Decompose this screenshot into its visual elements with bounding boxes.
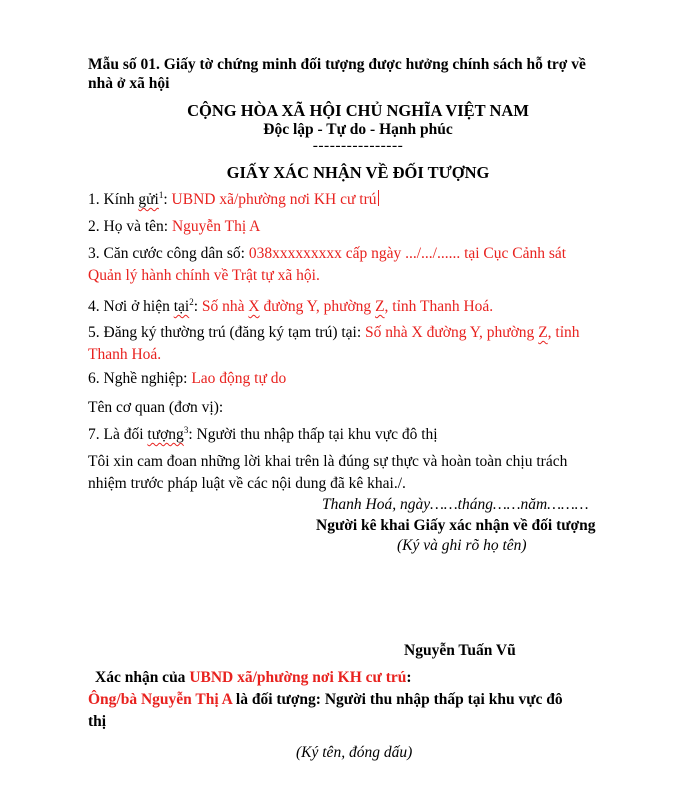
national-motto: Độc lập - Tự do - Hạnh phúc — [263, 121, 453, 138]
stamp-note: (Ký tên, đóng dấu) — [296, 744, 413, 761]
occupation-value[interactable]: Lao động tự do — [191, 370, 287, 387]
commitment-paragraph: Tôi xin cam đoan những lời khai trên là đúng sự thực và hoàn toàn chịu trách nhiệm trước pháp luật về các nội dung đã kê khai./. — [88, 453, 568, 492]
national-title: CỘNG HÒA XÃ HỘI CHỦ NGHĨA VIỆT NAM — [187, 101, 529, 120]
field-id-card: 3. Căn cước công dân số: 038xxxxxxxxx cấp ngày .../.../...... tại Cục Cảnh sát Quản lý hành chính về Trật tự xã hội. — [88, 245, 567, 284]
signer-name: Nguyễn Tuấn Vũ — [404, 642, 516, 659]
full-name-value[interactable]: Nguyễn Thị A — [171, 218, 261, 235]
field-occupation: 6. Nghề nghiệp: Lao động tự do — [88, 370, 287, 387]
confirmation-authority[interactable]: UBND xã/phường nơi KH cư trú — [189, 669, 407, 686]
signature-place-date: Thanh Hoá, ngày……tháng……năm……… — [322, 496, 589, 513]
id-card-value[interactable]: 038xxxxxxxxx cấp ngày .../.../...... tại Cục Cảnh sát — [248, 245, 567, 262]
field-recipient: 1. Kính gửi$^1$: UBND xã/phường nơi KH cư trú — [88, 189, 377, 208]
document-title: GIẤY XÁC NHẬN VỀ ĐỐI TƯỢNG — [226, 163, 490, 182]
field-full-name: 2. Họ và tên: Nguyễn Thị A — [88, 218, 261, 235]
beneficiary-type-value[interactable]: Người thu nhập thấp tại khu vực đô thị — [196, 426, 438, 443]
id-card-issuer[interactable]: Quản lý hành chính về Trật tự xã hội. — [88, 267, 320, 284]
field-current-address: 4. Nơi ở hiện tại$^2$: Số nhà X đường Y, phường Z, tỉnh Thanh Hoá. — [88, 296, 494, 315]
signature-note: (Ký và ghi rõ họ tên) — [397, 537, 527, 554]
confirmation-statement: Ông/bà Nguyễn Thị A là đối tượng: Người thu nhập thấp tại khu vực đô thị — [88, 691, 563, 730]
field-agency: Tên cơ quan (đơn vị): — [88, 399, 224, 416]
registered-address-province[interactable]: Thanh Hoá. — [88, 346, 162, 363]
confirmation-person[interactable]: Ông/bà Nguyễn Thị A — [88, 691, 233, 708]
recipient-value[interactable]: UBND xã/phường nơi KH cư trú — [171, 191, 377, 208]
form-title-line2: nhà ở xã hội — [88, 75, 170, 92]
current-address-value[interactable]: Số nhà X đường Y, phường Z, tỉnh Thanh Hoá. — [201, 298, 494, 315]
motto-divider: ---------------- — [312, 137, 404, 154]
text-cursor — [378, 190, 379, 206]
signature-role: Người kê khai Giấy xác nhận về đối tượng — [316, 517, 596, 534]
field-registered-address: 5. Đăng ký thường trú (đăng ký tạm trú) tại: Số nhà X đường Y, phường Z, tỉnh Thanh Hoá. — [88, 324, 580, 363]
form-title-line1: Mẫu số 01. Giấy tờ chứng minh đối tượng được hưởng chính sách hỗ trợ về — [88, 56, 586, 73]
field-beneficiary-type: 7. Là đối tượng$^3$: Người thu nhập thấp tại khu vực đô thị — [88, 424, 438, 443]
confirmation-heading: Xác nhận của UBND xã/phường nơi KH cư trú: — [95, 669, 412, 686]
registered-address-value[interactable]: Số nhà X đường Y, phường Z, tỉnh — [365, 324, 580, 341]
